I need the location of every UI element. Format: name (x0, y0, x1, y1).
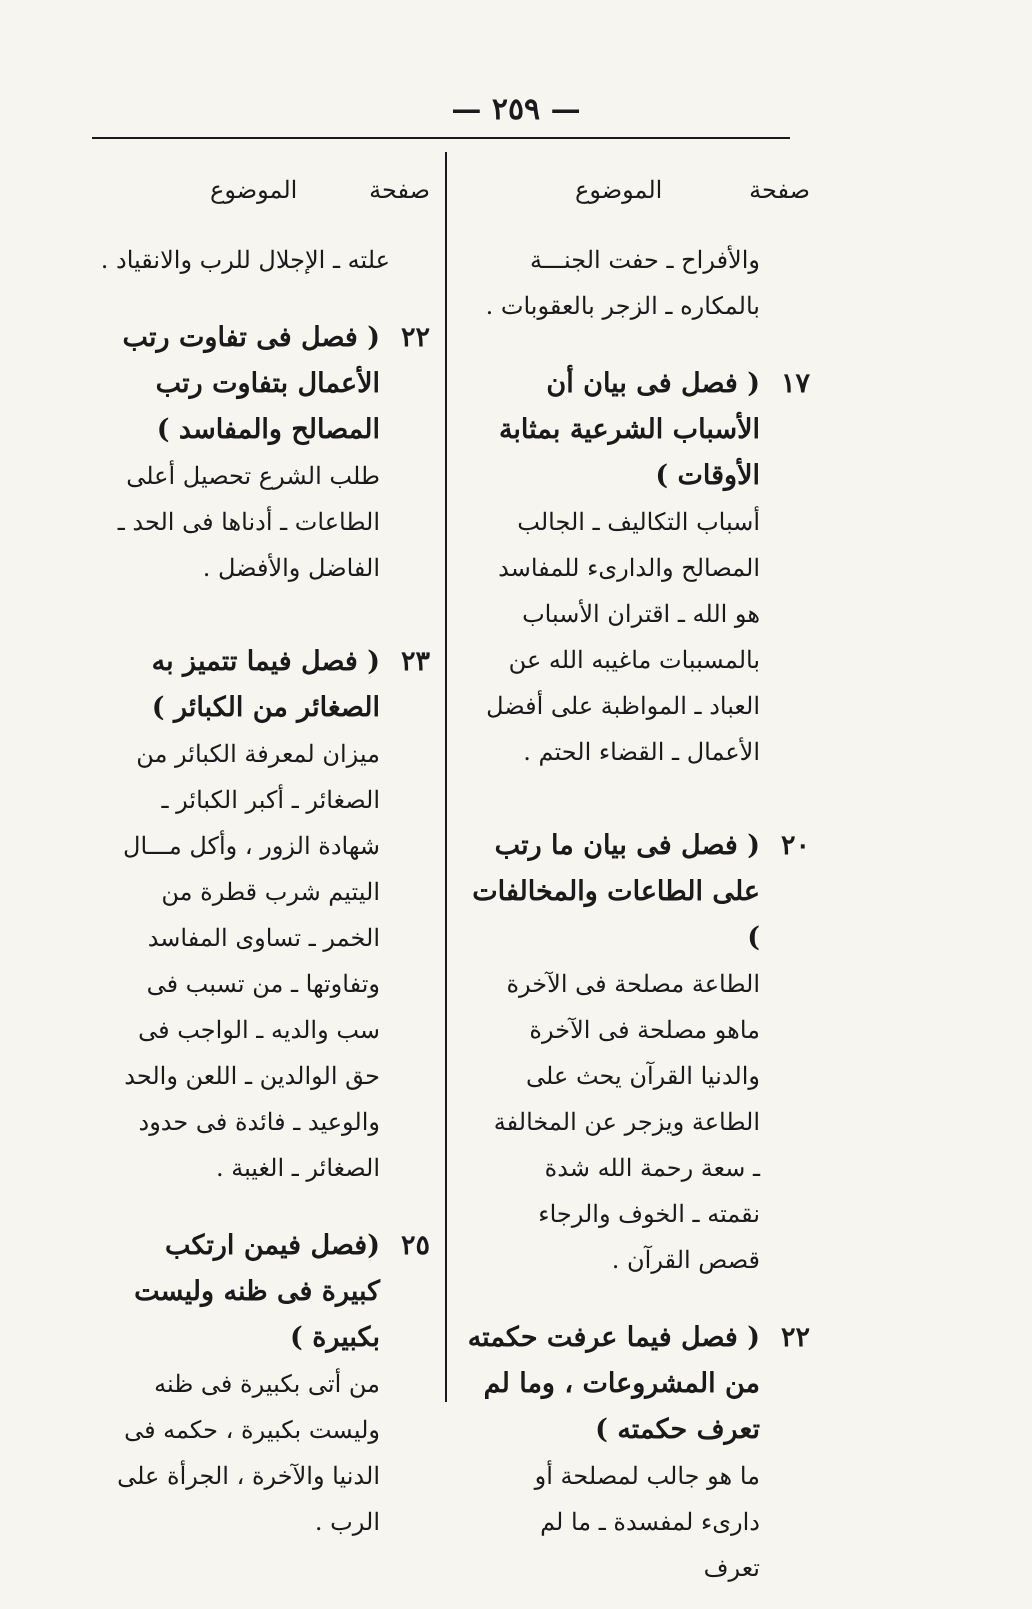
continuation-entry (465, 237, 810, 329)
entry-body: الطاعة مصلحة فى الآخرة ماهو مصلحة فى الآخرة والدنيا القرآن يحث على الطاعة ويزجر عن المخالفة ـ سعة رحمة الله شدة نقمته ـ الخوف والرجاء قصص القرآن . (493, 970, 760, 1274)
entry-title: ( فصل فى تفاوت رتب الأعمال بتفاوت رتب المصالح والمفاسد ) (122, 322, 380, 445)
entry-heading (465, 361, 810, 499)
header-page-label: صفحة (369, 176, 430, 204)
toc-entry (100, 315, 430, 591)
column-header (465, 165, 810, 215)
continuation-text: علته ـ الإجلال للرب والانقياد . (100, 246, 390, 274)
entry-page-number: ٢٢ (400, 322, 430, 353)
page-number: — ٢٥٩ — (451, 92, 581, 127)
header-topic-label: الموضوع (575, 176, 663, 204)
header-topic-label: الموضوع (210, 176, 298, 204)
right-column (465, 165, 810, 1609)
entry-body: أسباب التكاليف ـ الجالب المصالح والدارىء للمفاسد هو الله ـ اقتران الأسباب بالمسببات ماغيبه الله عن العباد ـ المواظبة على أفضل الأعمال ـ القضاء الحتم . (486, 508, 760, 766)
entry-heading (100, 315, 430, 453)
entry-body: ما هو جالب لمصلحة أو دارىء لمفسدة ـ ما لم تعرف (534, 1462, 760, 1582)
entry-page-number: ٢٠ (780, 830, 810, 861)
toc-entry (100, 639, 430, 1191)
entry-title: ( فصل فيما عرفت حكمته من المشروعات ، وما لم تعرف حكمته ) (467, 1322, 760, 1445)
left-column (100, 165, 430, 1563)
entry-body: ميزان لمعرفة الكبائر من الصغائر ـ أكبر الكبائر ـ شهادة الزور ، وأكل مـــال اليتيم شرب قطرة من الخمر ـ تساوى المفاسد وتفاوتها ـ من تسبب فى سب والديه ـ الواجب فى حق الوالدين ـ اللعن والحد والوعيد ـ فائدة فى حدود الصغائر ـ الغيبة . (123, 740, 380, 1182)
entry-title: ( فصل فى بيان أن الأسباب الشرعية بمثابة الأوقات ) (498, 368, 760, 491)
entry-body: من أتى بكبيرة فى ظنه وليست بكبيرة ، حكمه فى الدنيا والآخرة ، الجرأة على الرب . (117, 1370, 380, 1536)
entry-title: (فصل فيمن ارتكب كبيرة فى ظنه وليست بكبيرة ) (134, 1230, 380, 1353)
entry-page-number: ١٧ (780, 368, 810, 399)
entry-heading (465, 823, 810, 961)
entry-heading (465, 1315, 810, 1453)
toc-entry (465, 823, 810, 1283)
entry-heading (100, 1223, 430, 1361)
toc-entry (465, 361, 810, 775)
entry-page-number: ٢٣ (400, 646, 430, 677)
entry-body: طلب الشرع تحصيل أعلى الطاعات ـ أدناها فى الحد ـ الفاضل والأفضل . (117, 462, 380, 582)
column-divider (445, 152, 447, 1402)
toc-entry (465, 1315, 810, 1591)
toc-entry (100, 1223, 430, 1545)
continuation-text: والأفراح ـ حفت الجنـــة بالمكاره ـ الزجر بالعقوبات . (485, 246, 760, 320)
continuation-entry (100, 237, 430, 283)
entry-page-number: ٢٢ (780, 1322, 810, 1353)
entry-heading (100, 639, 430, 731)
entry-title: ( فصل فيما تتميز به الصغائر من الكبائر ) (151, 646, 380, 723)
column-header (100, 165, 430, 215)
header-rule (92, 137, 790, 139)
entry-page-number: ٢٥ (400, 1230, 430, 1261)
entry-title: ( فصل فى بيان ما رتب على الطاعات والمخالفات ) (472, 830, 760, 953)
header-page-label: صفحة (749, 176, 810, 204)
